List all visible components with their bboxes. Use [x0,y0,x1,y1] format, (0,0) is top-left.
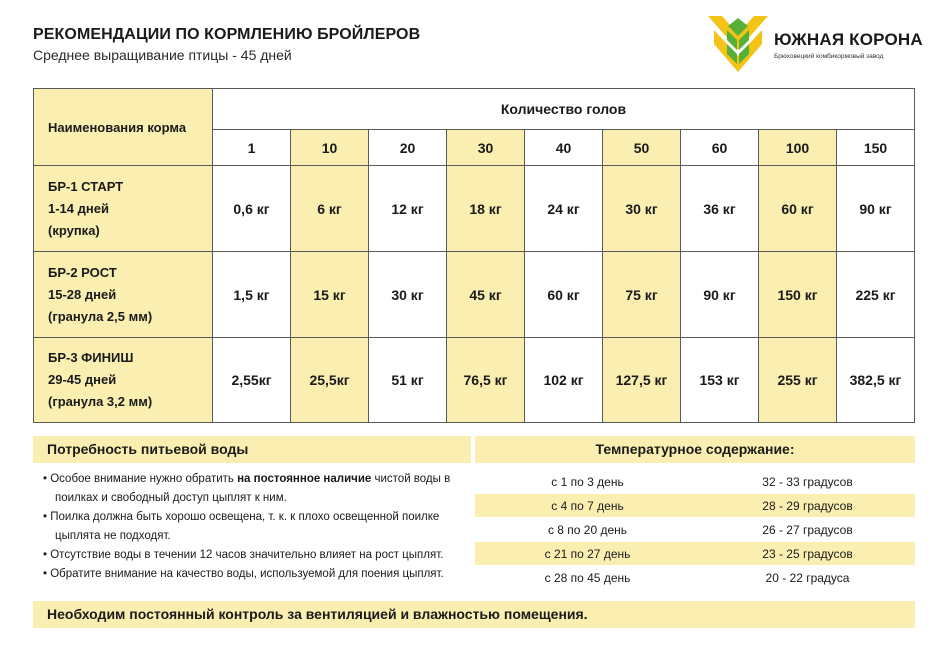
temperature-value: 32 - 33 градусов [762,474,853,489]
list-item: • Отсутствие воды в течении 12 часов значительно влияет на рост цыплят. [43,546,473,565]
temperature-row [475,566,915,589]
column-header: 60 [681,130,759,166]
quantity-header: Количество голов [213,89,915,130]
temperature-days: с 1 по 3 день [551,474,624,489]
footer-notice [33,601,915,628]
temperature-section-header [475,436,915,463]
table-cell: 24 кг [525,166,603,252]
water-title: Потребность питьевой воды [47,441,249,457]
temperature-days: с 8 по 20 день [547,522,628,537]
footer-text: Необходим постоянный контроль за вентиляцией и влажностью помещения. [47,606,588,622]
table-cell: 2,55кг [213,338,291,423]
table-row [34,166,915,252]
table-cell: 75 кг [603,252,681,338]
table-cell: 225 кг [837,252,915,338]
table-cell: 382,5 кг [837,338,915,423]
feed-label: БР-2 РОСТ 15-28 дней (гранула 2,5 мм) [34,252,213,338]
table-cell: 90 кг [837,166,915,252]
column-header: 40 [525,130,603,166]
table-cell: 6 кг [291,166,369,252]
temperature-list [475,470,915,590]
column-header: 10 [291,130,369,166]
table-cell: 30 кг [369,252,447,338]
temperature-row [475,518,915,541]
feed-name-header: Наименования корма [34,89,213,166]
column-header: 150 [837,130,915,166]
table-cell: 102 кг [525,338,603,423]
temperature-value: 26 - 27 градусов [762,522,853,537]
table-cell: 255 кг [759,338,837,423]
temperature-row [475,494,915,517]
table-cell: 36 кг [681,166,759,252]
temperature-value: 23 - 25 градусов [762,546,853,561]
page-title: РЕКОМЕНДАЦИИ ПО КОРМЛЕНИЮ БРОЙЛЕРОВ [33,26,421,43]
table-cell: 60 кг [525,252,603,338]
temperature-days: с 28 по 45 день [544,570,631,585]
page-subtitle: Среднее выращивание птицы - 45 дней [33,47,292,63]
column-header: 50 [603,130,681,166]
temperature-row [475,542,915,565]
table-cell: 76,5 кг [447,338,525,423]
brand-subtitle: Брюховецкий комбикормовый завод [774,53,884,60]
brand-name: ЮЖНАЯ КОРОНА [774,30,923,49]
water-section-header [33,436,471,463]
table-cell: 15 кг [291,252,369,338]
feed-label: БР-3 ФИНИШ 29-45 дней (гранула 3,2 мм) [34,338,213,423]
temperature-days: с 4 по 7 день [551,498,624,513]
temperature-value: 28 - 29 градусов [762,498,853,513]
table-row [34,252,915,338]
brand-logo-icon [708,16,768,72]
table-cell: 90 кг [681,252,759,338]
table-cell: 51 кг [369,338,447,423]
table-cell: 12 кг [369,166,447,252]
column-header: 20 [369,130,447,166]
feeding-table [33,88,915,423]
feed-label: БР-1 СТАРТ 1-14 дней (крупка) [34,166,213,252]
table-cell: 45 кг [447,252,525,338]
table-row [34,338,915,423]
temperature-title: Температурное содержание: [595,441,795,457]
table-cell: 150 кг [759,252,837,338]
temperature-row [475,470,915,493]
table-cell: 153 кг [681,338,759,423]
table-cell: 18 кг [447,166,525,252]
column-header: 30 [447,130,525,166]
water-bullets [43,470,473,584]
list-item: • Особое внимание нужно обратить на постоянное наличие чистой воды в поилках и свободный доступ цыплят к ним. [43,470,473,508]
table-cell: 60 кг [759,166,837,252]
column-header: 100 [759,130,837,166]
list-item: • Обратите внимание на качество воды, используемой для поения цыплят. [43,565,473,584]
list-item: • Поилка должна быть хорошо освещена, т. к. к плохо освещенной поилке цыплята не подходят. [43,508,473,546]
table-cell: 127,5 кг [603,338,681,423]
temperature-days: с 21 по 27 день [544,546,631,561]
table-cell: 25,5кг [291,338,369,423]
temperature-value: 20 - 22 градуса [765,570,850,585]
table-cell: 30 кг [603,166,681,252]
table-cell: 1,5 кг [213,252,291,338]
table-cell: 0,6 кг [213,166,291,252]
column-header: 1 [213,130,291,166]
